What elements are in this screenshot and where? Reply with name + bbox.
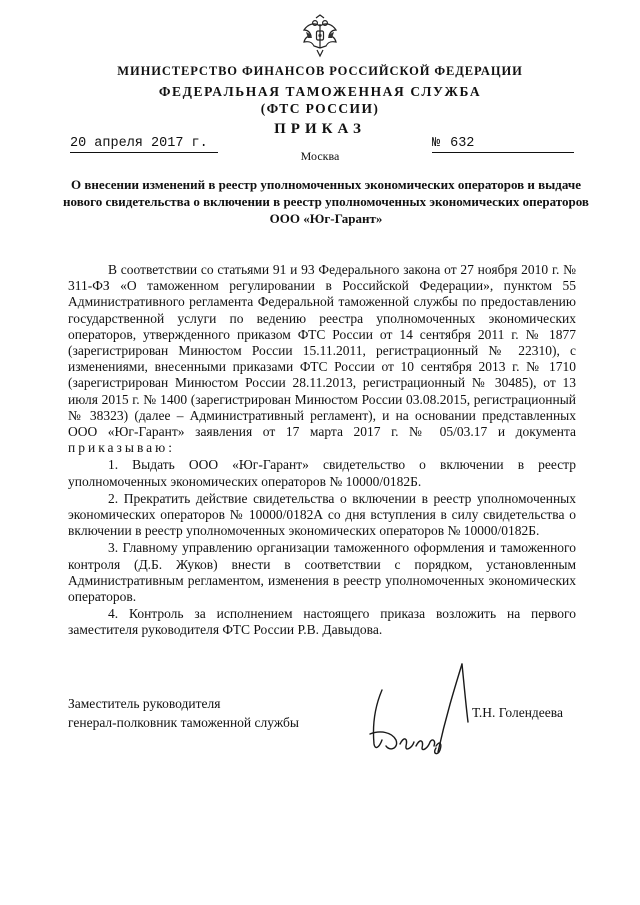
service-name: ФЕДЕРАЛЬНАЯ ТАМОЖЕННАЯ СЛУЖБА <box>158 84 482 99</box>
document-type: ПРИКАЗ <box>274 121 366 137</box>
signatory-name: Т.Н. Голендеева <box>472 705 563 720</box>
signatory-position-line-1: Заместитель руководителя <box>68 696 221 711</box>
signatory-position <box>68 694 299 732</box>
preamble-text: В соответствии со статьями 91 и 93 Федерального закона от 27 ноября 2010 г. № 311-ФЗ «О таможенном регулировании в Российской Федерации», пунктом 55 Административного регламента Федеральной таможенной службы по предоставлению государственной услуги по ведению реестра уполномоченных экономических операторов, утвержденного приказом ФТС России от 14 сентября 2011 г. № 1877 (зарегистрирован Минюстом России 15.11.2011, регистрационный № 22310), с изменениями, внесенными приказами ФТС России от 10 сентября 2013 г. № 1710 (зарегистрирован Минюстом России 28.11.2013, регистрационный № 30485), от 13 июля 2015 г. № 1400 (зарегистрирован Минюстом России 03.08.2015, регистрационный № 38323) (далее – Административный регламент), и на основании представленных ООО «Юг-Гарант» заявления от 17 марта 2017 г. № 05/03.17 и документа <box>68 262 576 440</box>
order-item-4: 4. Контроль за исполнением настоящего приказа возложить на первого заместителя руководителя ФТС России Р.В. Давыдова. <box>68 606 576 638</box>
order-city: Москва <box>300 149 340 163</box>
document-body <box>68 262 576 639</box>
handwritten-signature <box>362 660 472 772</box>
order-item-3: 3. Главному управлению организации таможенного оформления и таможенного контроля (Д.Б. Жуков) внести в соответствии с порядком, установленным Административным регламентом, изменения в реестр уполномоченных экономических операторов. <box>68 540 576 605</box>
signatory-position-line-2: генерал-полковник таможенной службы <box>68 715 299 730</box>
service-abbreviation: (ФТС РОССИИ) <box>260 101 380 116</box>
order-number-value: 632 <box>450 136 475 151</box>
order-date: 20 апреля 2017 г. <box>70 136 218 153</box>
order-item-2: 2. Прекратить действие свидетельства о включении в реестр уполномоченных экономических операторов № 10000/0182А со дня вступления в силу свидетельства о включении в реестр уполномоченных экономических операторов № 10000/0182Б. <box>68 490 576 539</box>
order-item-1: 1. Выдать ООО «Юг-Гарант» свидетельство о включении в реестр уполномоченных экономических операторов № 10000/0182Б. <box>68 457 576 489</box>
document-title: О внесении изменений в реестр уполномоченных экономических операторов и выдаче нового свидетельства о включении в реестр уполномоченных экономических операторов ООО «Юг-Гарант» <box>63 177 589 226</box>
order-number-label: № <box>432 136 441 151</box>
ministry-name: МИНИСТЕРСТВО ФИНАНСОВ РОССИЙСКОЙ ФЕДЕРАЦИИ <box>117 64 523 78</box>
preamble-paragraph <box>68 262 576 456</box>
russian-double-headed-eagle-icon <box>300 14 340 58</box>
order-keyword: приказываю: <box>68 440 175 456</box>
